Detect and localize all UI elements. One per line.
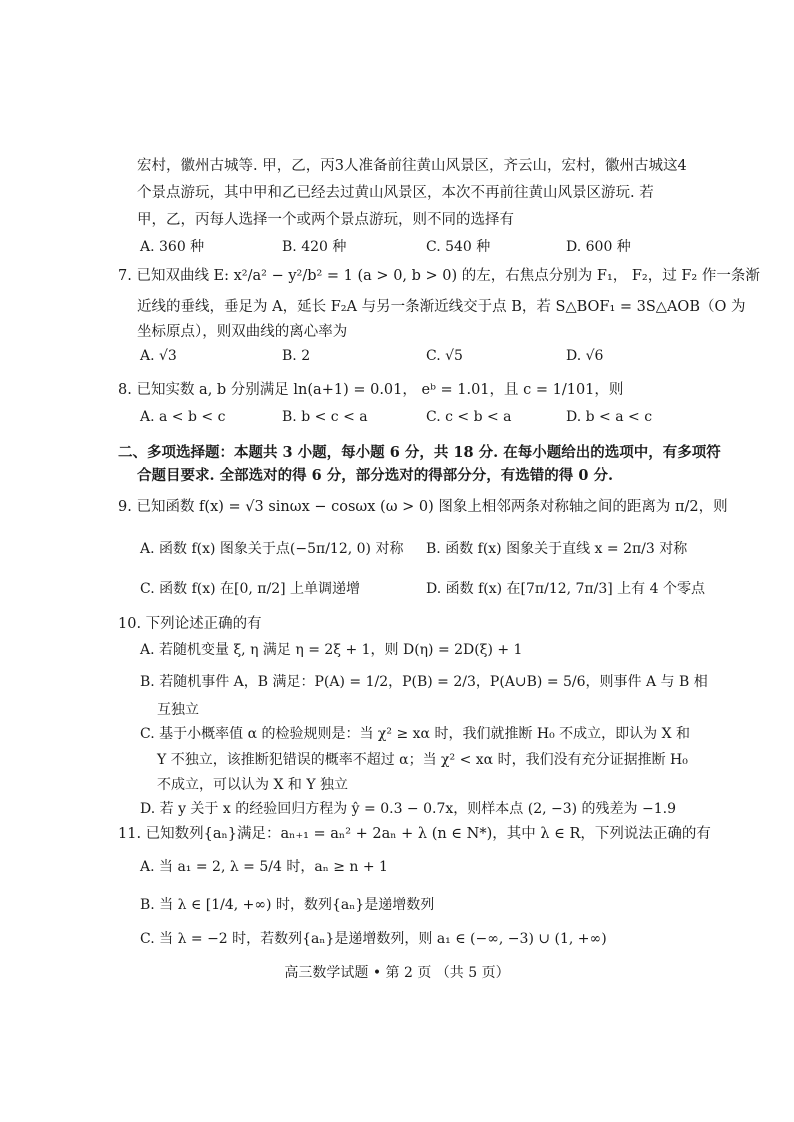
q9-line1: 9. 已知函数 f(x) = √3 sinωx − cosωx (ω > 0) 图象上相邻两条对称轴之间的距离为 π/2，则 bbox=[118, 499, 728, 515]
q9-option-b: B. 函数 f(x) 图象关于直线 x = 2π/3 对称 bbox=[426, 541, 688, 557]
q6-line2: 个景点游玩，其中甲和乙已经去过黄山风景区，本次不再前往黄山风景区游玩. 若 bbox=[137, 185, 654, 201]
q8-option-b: B. b < c < a bbox=[282, 409, 368, 425]
q6-line3: 甲，乙，丙每人选择一个或两个景点游玩，则不同的选择有 bbox=[137, 212, 514, 228]
q7-line3: 坐标原点），则双曲线的离心率为 bbox=[137, 324, 348, 340]
q6-option-b: B. 420 种 bbox=[282, 239, 347, 255]
section2-heading-line2: 合题目要求. 全部选对的得 6 分，部分选对的得部分分，有选错的得 0 分. bbox=[137, 467, 614, 484]
q8-option-d: D. b < a < c bbox=[566, 409, 653, 425]
q10-option-b-line2: 互独立 bbox=[157, 702, 199, 718]
q10-option-c-line3: 不成立，可以认为 X 和 Y 独立 bbox=[157, 777, 349, 793]
q7-option-d: D. √6 bbox=[566, 348, 604, 364]
q6-option-c: C. 540 种 bbox=[426, 239, 491, 255]
q9-option-c: C. 函数 f(x) 在[0, π/2] 上单调递增 bbox=[140, 581, 361, 597]
q10-option-d: D. 若 y 关于 x 的经验回归方程为 ŷ = 0.3 − 0.7x，则样本点 (2, −3) 的残差为 −1.9 bbox=[140, 801, 676, 817]
q10-option-c-line1: C. 基于小概率值 α 的检验规则是：当 χ² ≥ xα 时，我们就推断 H₀ 不成立，即认为 X 和 bbox=[140, 726, 691, 742]
q6-line1: 宏村，徽州古城等. 甲，乙，丙3人准备前往黄山风景区，齐云山，宏村，徽州古城这4 bbox=[137, 158, 687, 174]
page-footer: 高三数学试题 • 第 2 页 （共 5 页） bbox=[284, 965, 510, 981]
q6-option-d: D. 600 种 bbox=[566, 239, 631, 255]
q8-line1: 8. 已知实数 a, b 分别满足 ln(a+1) = 0.01， eᵇ = 1.01，且 c = 1/101，则 bbox=[118, 382, 624, 398]
q10-option-c-line2: Y 不独立，该推断犯错误的概率不超过 α；当 χ² < xα 时，我们没有充分证据推断 H₀ bbox=[157, 752, 688, 768]
q8-option-c: C. c < b < a bbox=[426, 409, 512, 425]
q11-option-b: B. 当 λ ∈ [1/4, +∞) 时，数列{aₙ}是递增数列 bbox=[140, 897, 435, 913]
q10-option-b-line1: B. 若随机事件 A，B 满足：P(A) = 1/2，P(B) = 2/3，P(A∪B) = 5/6，则事件 A 与 B 相 bbox=[140, 674, 708, 690]
q11-line1: 11. 已知数列{aₙ}满足：aₙ₊₁ = aₙ² + 2aₙ + λ (n ∈ N*)，其中 λ ∈ R，下列说法正确的有 bbox=[118, 826, 711, 842]
section2-heading-line1: 二、多项选择题：本题共 3 小题，每小题 6 分，共 18 分. 在每小题给出的选项中，有多项符 bbox=[118, 444, 721, 461]
q6-option-a: A. 360 种 bbox=[140, 239, 205, 255]
q7-option-a: A. √3 bbox=[140, 348, 177, 364]
q9-option-a: A. 函数 f(x) 图象关于点(−5π/12, 0) 对称 bbox=[140, 541, 404, 557]
q11-option-c: C. 当 λ = −2 时，若数列{aₙ}是递增数列，则 a₁ ∈ (−∞, −3) ∪ (1, +∞) bbox=[140, 931, 607, 947]
q10-option-a: A. 若随机变量 ξ, η 满足 η = 2ξ + 1，则 D(η) = 2D(ξ) + 1 bbox=[140, 642, 523, 658]
q11-option-a: A. 当 a₁ = 2, λ = 5/4 时，aₙ ≥ n + 1 bbox=[140, 859, 388, 875]
q8-option-a: A. a < b < c bbox=[140, 409, 226, 425]
q7-option-c: C. √5 bbox=[426, 348, 463, 364]
q7-option-b: B. 2 bbox=[282, 348, 311, 364]
q10-line1: 10. 下列论述正确的有 bbox=[118, 616, 262, 632]
q7-line2: 近线的垂线，垂足为 A，延长 F₂A 与另一条渐近线交于点 B，若 S△BOF₁ = 3S△AOB（O 为 bbox=[137, 299, 746, 315]
q9-option-d: D. 函数 f(x) 在[7π/12, 7π/3] 上有 4 个零点 bbox=[426, 581, 705, 597]
q7-line1: 7. 已知双曲线 E: x²/a² − y²/b² = 1 (a > 0, b > 0) 的左，右焦点分别为 F₁， F₂，过 F₂ 作一条渐 bbox=[118, 268, 760, 284]
